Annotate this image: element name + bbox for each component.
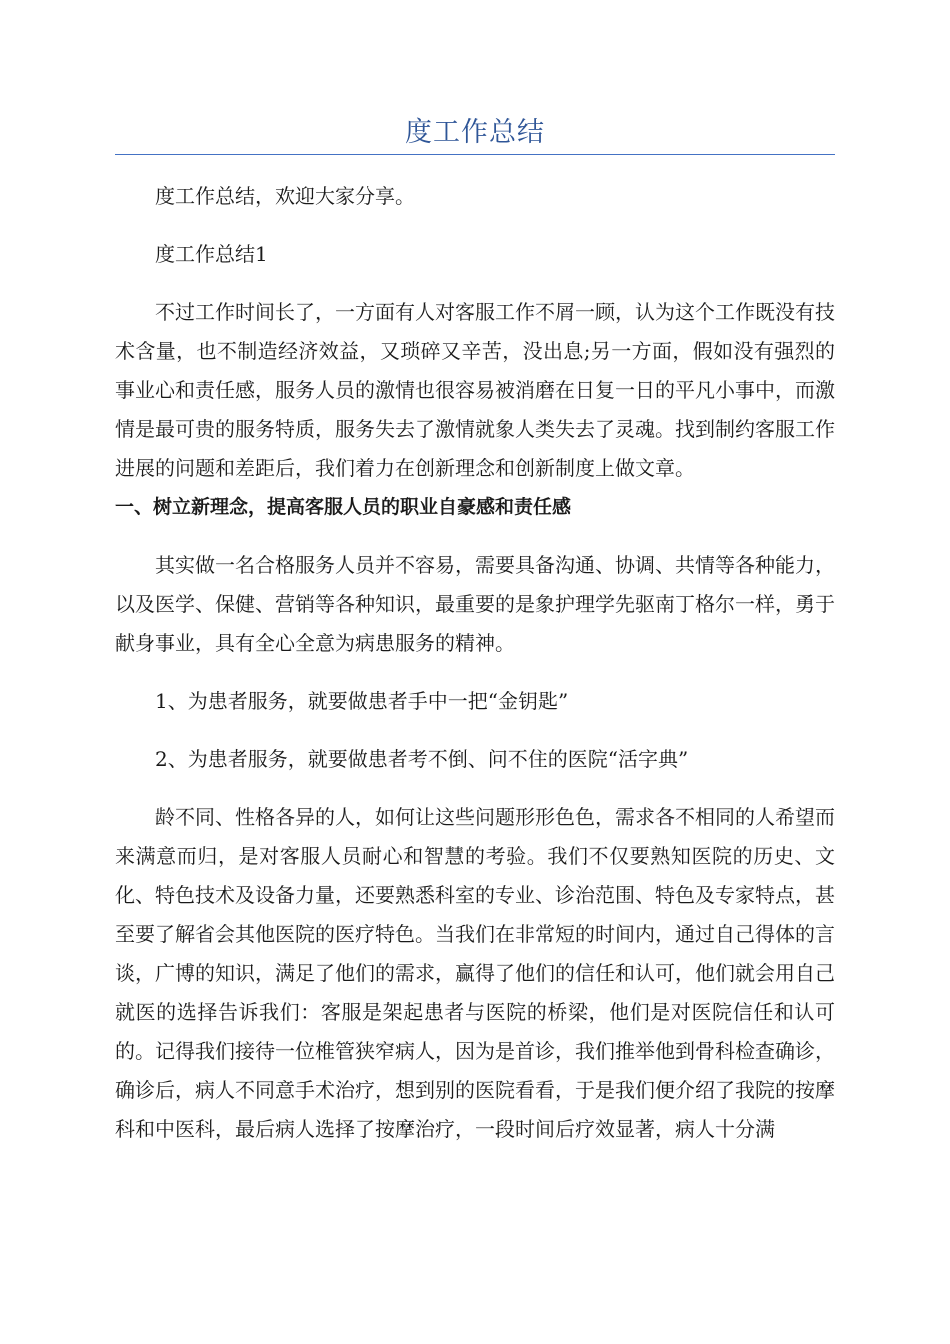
document-title: 度工作总结 xyxy=(405,117,545,148)
intro-paragraph: 度工作总结，欢迎大家分享。 xyxy=(155,184,415,208)
document-body xyxy=(115,177,835,1149)
list-item-2: 2、为患者服务，就要做患者考不倒、问不住的医院“活字典” xyxy=(155,747,689,771)
body-paragraph-2: 其实做一名合格服务人员并不容易，需要具备沟通、协调、共情等各种能力，以及医学、保健、营销等各种知识，最重要的是象护理学先驱南丁格尔一样，勇于献身事业，具有全心全意为病患服务的精神。 xyxy=(115,553,835,655)
body-paragraph-1: 不过工作时间长了，一方面有人对客服工作不屑一顾，认为这个工作既没有技术含量，也不制造经济效益，又琐碎又辛苦，没出息;另一方面，假如没有强烈的事业心和责任感，服务人员的激情也很容易被消磨在日复一日的平凡小事中，而激情是最可贵的服务特质，服务失去了激情就象人类失去了灵魂。找到制约客服工作进展的问题和差距后，我们着力在创新理念和创新制度上做文章。 xyxy=(115,300,835,480)
body-paragraph-3: 龄不同、性格各异的人，如何让这些问题形形色色，需求各不相同的人希望而来满意而归，是对客服人员耐心和智慧的考验。我们不仅要熟知医院的历史、文化、特色技术及设备力量，还要熟悉科室的专业、诊治范围、特色及专家特点，甚至要了解省会其他医院的医疗特色。当我们在非常短的时间内，通过自己得体的言谈，广博的知识，满足了他们的需求，赢得了他们的信任和认可，他们就会用自己就医的选择告诉我们：客服是架起患者与医院的桥梁，他们是对医院信任和认可的。记得我们接待一位椎管狭窄病人，因为是首诊，我们推举他到骨科检查确诊，确诊后，病人不同意手术治疗，想到别的医院看看，于是我们便介绍了我院的按摩科和中医科，最后病人选择了按摩治疗，一段时间后疗效显著，病人十分满 xyxy=(115,805,835,1141)
section-label: 度工作总结1 xyxy=(155,242,268,266)
title-underline xyxy=(115,154,835,155)
section-heading-1: 一、树立新理念，提高客服人员的职业自豪感和责任感 xyxy=(115,496,572,518)
list-item-1: 1、为患者服务，就要做患者手中一把“金钥匙” xyxy=(155,689,569,713)
